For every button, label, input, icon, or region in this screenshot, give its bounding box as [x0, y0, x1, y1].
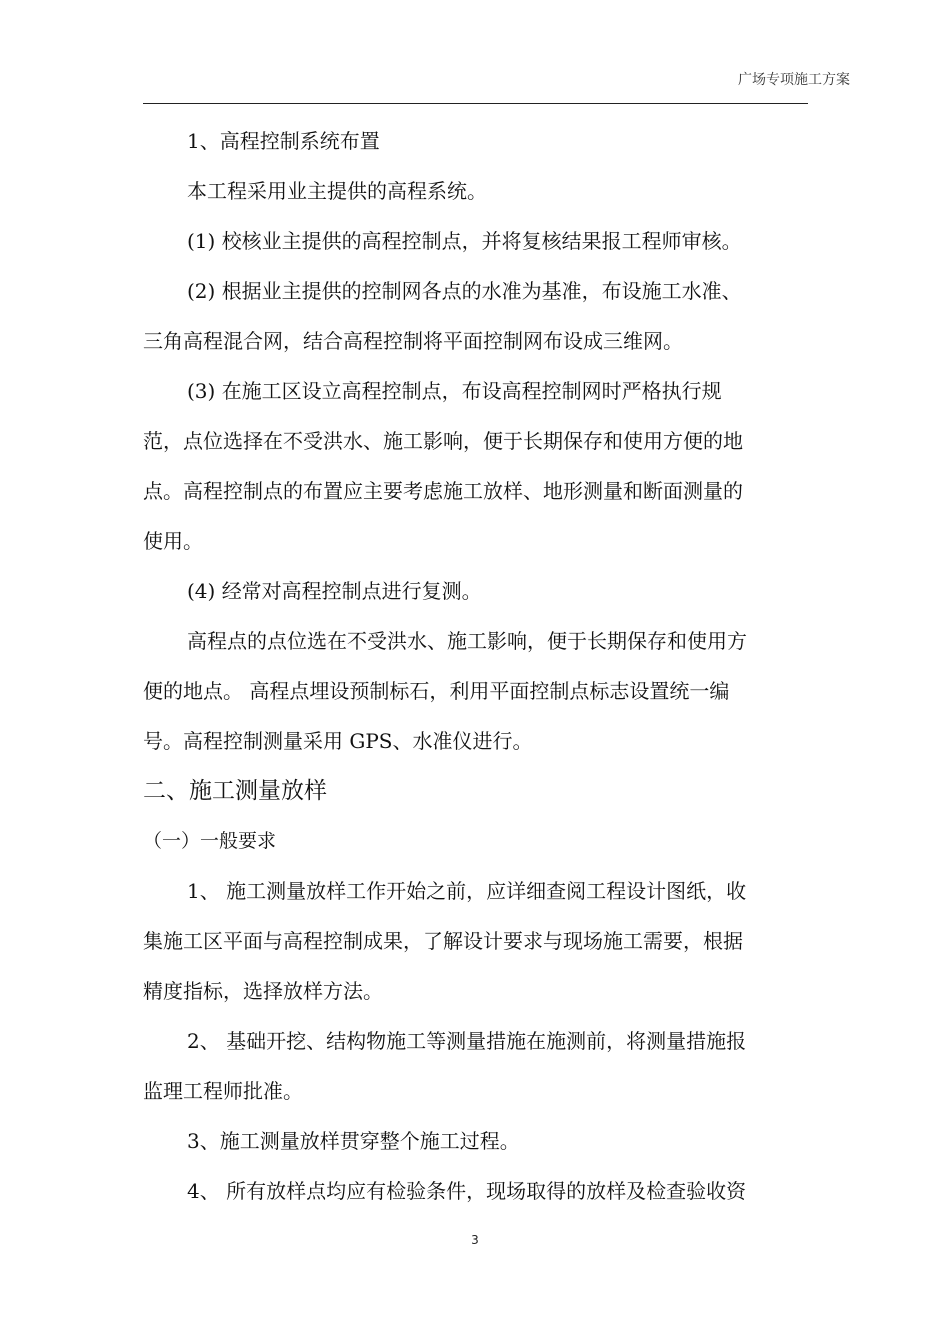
section-heading: 1、高程控制系统布置 — [187, 129, 380, 153]
paragraph-line: 高程点的点位选在不受洪水、施工影响，便于长期保存和使用方 — [187, 629, 747, 653]
list-item: 3、施工测量放样贯穿整个施工过程。 — [187, 1129, 520, 1153]
header-divider — [143, 103, 808, 104]
paragraph-line: 点。高程控制点的布置应主要考虑施工放样、地形测量和断面测量的 — [143, 479, 743, 503]
paragraph-line: 号。高程控制测量采用 GPS、水准仪进行。 — [143, 729, 533, 753]
list-item: 1、 施工测量放样工作开始之前，应详细查阅工程设计图纸，收 — [187, 879, 747, 903]
list-item: (2) 根据业主提供的控制网各点的水准为基准，布设施工水准、 — [187, 279, 742, 303]
paragraph-line: 监理工程师批准。 — [143, 1079, 303, 1103]
list-item: 2、 基础开挖、结构物施工等测量措施在施测前，将测量措施报 — [187, 1029, 747, 1053]
body-text — [143, 116, 808, 1216]
paragraph-line: 精度指标，选择放样方法。 — [143, 979, 383, 1003]
paragraph-line: 便的地点。 高程点埋设预制标石，利用平面控制点标志设置统一编 — [143, 679, 730, 703]
paragraph-line: 本工程采用业主提供的高程系统。 — [187, 179, 487, 203]
running-header: 广场专项施工方案 — [738, 72, 850, 88]
list-item: (3) 在施工区设立高程控制点，布设高程控制网时严格执行规 — [187, 379, 722, 403]
paragraph-line: 使用。 — [143, 529, 203, 553]
list-item: (4) 经常对高程控制点进行复测。 — [187, 579, 482, 603]
page-number: 3 — [471, 1233, 479, 1247]
paragraph-line: 范，点位选择在不受洪水、施工影响，便于长期保存和使用方便的地 — [143, 429, 743, 453]
list-item: 4、 所有放样点均应有检验条件，现场取得的放样及检查验收资 — [187, 1179, 747, 1203]
paragraph-line: 集施工区平面与高程控制成果，了解设计要求与现场施工需要，根据 — [143, 929, 743, 953]
subsection-heading: （一）一般要求 — [143, 830, 277, 852]
chapter-heading: 二、施工测量放样 — [143, 778, 327, 804]
paragraph-line: 三角高程混合网，结合高程控制将平面控制网布设成三维网。 — [143, 329, 683, 353]
list-item: (1) 校核业主提供的高程控制点，并将复核结果报工程师审核。 — [187, 229, 742, 253]
